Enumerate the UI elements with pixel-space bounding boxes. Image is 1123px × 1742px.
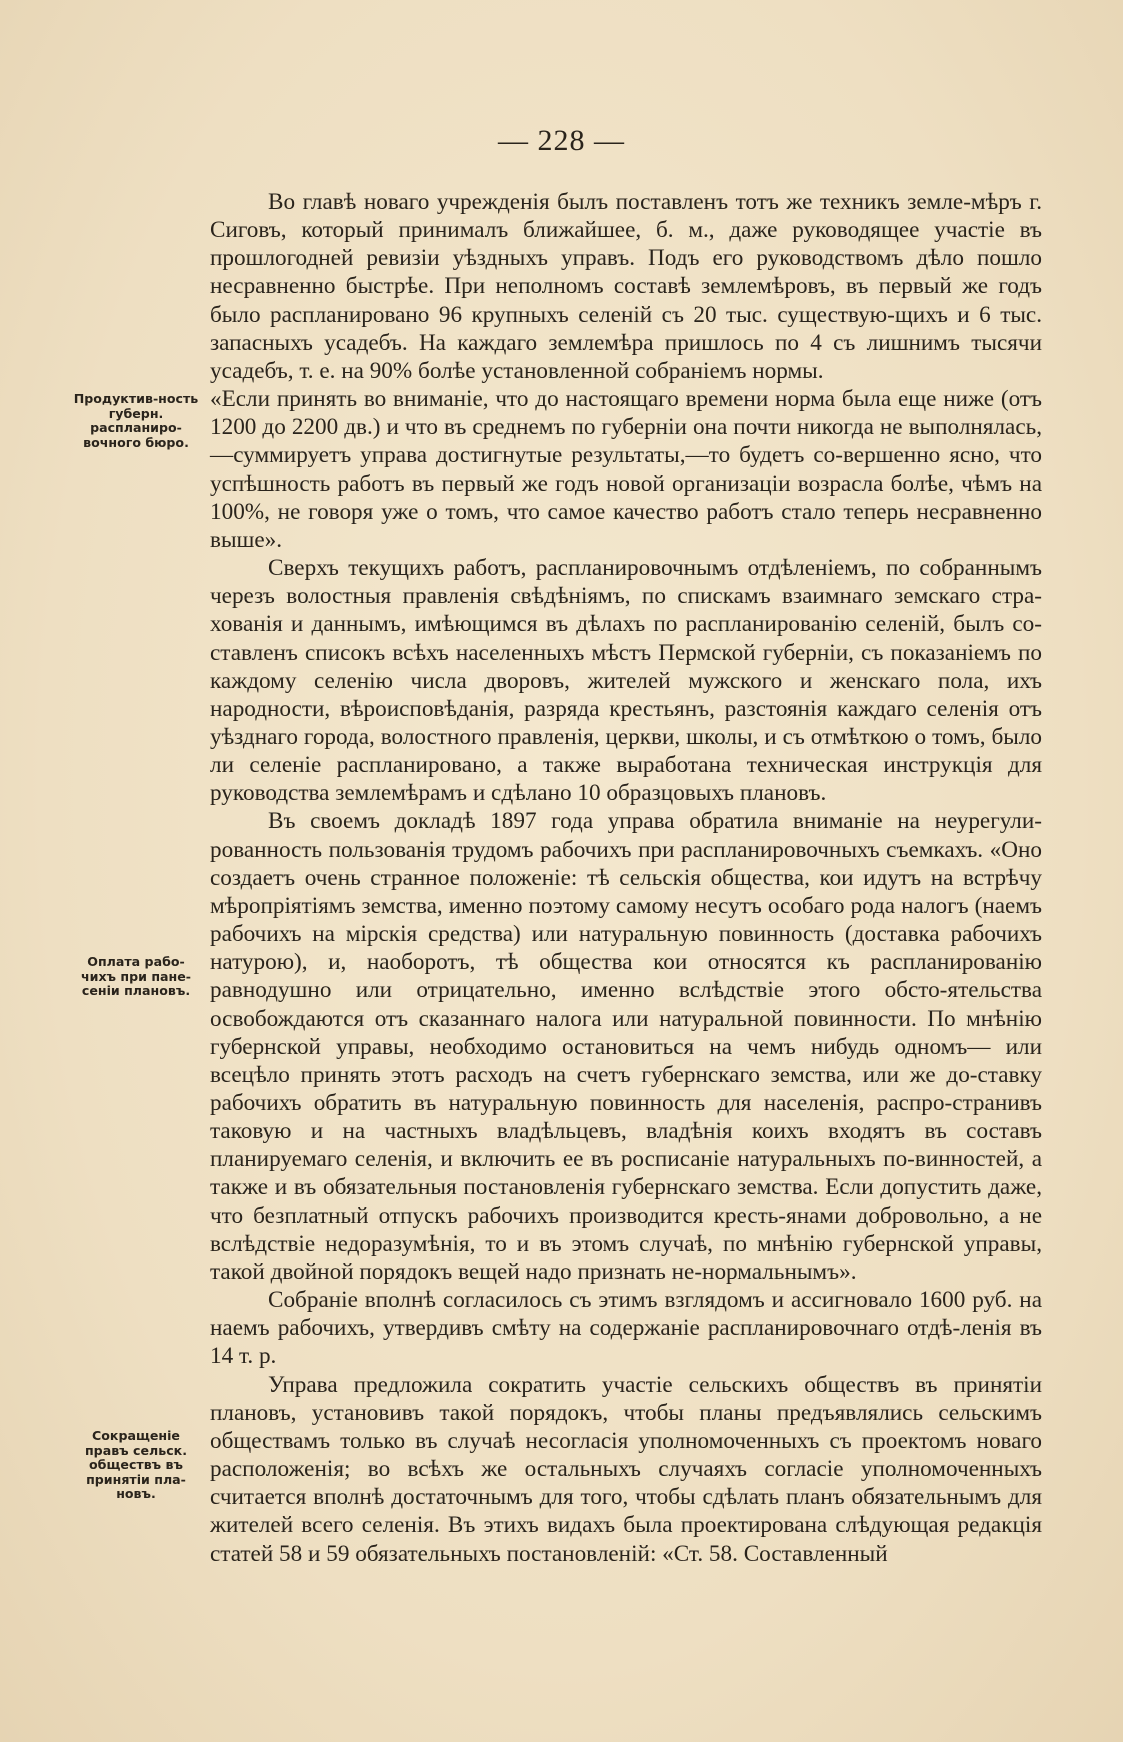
paragraph-2-quote: «Если принять во вниманіе, что до настоящаго времени норма была еще ниже (отъ 1200 до 2200 дв.) и что въ среднемъ по губерніи она почти никогда не выполнялась,—суммируетъ управа достигнутые результаты,—то будетъ со-вершенно ясно, что успѣшность работъ въ первый же годъ новой организаціи возрасла болѣе, чѣмъ на 100%, не говоря уже о томъ, что самое качество работъ стало теперь несравненно выше». (210, 386, 1042, 553)
paragraph-5: Собраніе вполнѣ согласилось съ этимъ взглядомъ и ассигновало 1600 руб. на наемъ рабочихъ, утвердивъ смѣту на содержаніе распланировочнаго отдѣ-ленія въ 14 т. р. (210, 1287, 1042, 1370)
paragraph-1: Во главѣ новаго учрежденія былъ поставленъ тотъ же техникъ земле-мѣръ г. Сиговъ, который принималъ ближайшее, б. м., даже руководящее участіе въ прошлогодней ревизіи уѣздныхъ управъ. Подъ его руководствомъ дѣло пошло несравненно быстрѣе. При неполномъ составѣ землемѣровъ, въ первый же годъ было распланировано 96 крупныхъ селеній съ 20 тыс. существую-щихъ и 6 тыс. запасныхъ усадебъ. На каждаго землемѣра пришлось по 4 съ лишнимъ тысячи усадебъ, т. е. на 90% болѣе установленной собраніемъ нормы. (210, 189, 1042, 384)
page-number: — 228 — (498, 124, 625, 157)
margin-note-productivity: Продуктив-ность губерн. распланиро-вочного бюро. (73, 391, 199, 450)
paragraph-3: Сверхъ текущихъ работъ, распланировочнымъ отдѣленіемъ, по собраннымъ черезъ волостныя правленія свѣдѣніямъ, по спискамъ взаимнаго земскаго стра-хованія и даннымъ, имѣющимся въ дѣлахъ по распланированію селеній, былъ со-ставленъ списокъ всѣхъ населенныхъ мѣстъ Пермской губерніи, съ показаніемъ по каждому селенію числа дворовъ, жителей мужского и женскаго пола, ихъ народности, вѣроисповѣданія, разряда крестьянъ, разстоянія каждаго селенія отъ уѣзднаго города, волостного правленія, церкви, школы, и съ отмѣткою о томъ, было ли селеніе распланировано, а также выработана техническая инструкція для руководства землемѣрамъ и сдѣлано 10 образцовыхъ плановъ. (210, 555, 1042, 807)
main-text-column (210, 188, 1042, 1568)
margin-note-worker-payment: Оплата рабо-чихъ при пане-сеніи плановъ. (80, 954, 192, 998)
margin-note-rights-reduction: Сокращеніе правъ сельск. обществъ въ принятіи пла-новъ. (84, 1428, 188, 1501)
paragraph-4: Въ своемъ докладѣ 1897 года управа обратила вниманіе на неурегули-рованность пользованія трудомъ рабочихъ при распланировочныхъ съемкахъ. «Оно создаетъ очень странное положеніе: тѣ сельскія общества, кои идутъ на встрѣчу мѣропріятіямъ земства, именно поэтому самому несутъ особаго рода налогъ (наемъ рабочихъ на мірскія средства) или натуральную повинность (доставка рабочихъ натурою), и, наоборотъ, тѣ общества кои относятся къ распланированію равнодушно или отрицательно, именно вслѣдствіе этого обсто-ятельства освобождаются отъ сказаннаго налога или натуральной повинности. По мнѣнію губернской управы, необходимо остановиться на чемъ нибудь одномъ— или всецѣло принять этотъ расходъ на счетъ губернскаго земства, или же до-ставку рабочихъ обратить въ натуральную повинность для населенія, распро-странивъ таковую и на частныхъ владѣльцевъ, владѣнія коихъ входятъ въ составъ планируемаго селенія, и включить ее въ росписаніе натуральныхъ по-винностей, а также и въ обязательныя постановленія губернскаго земства. Если допустить даже, что безплатный отпускъ рабочихъ производится кресть-янами добровольно, а не вслѣдствіе недоразумѣнія, то и въ этомъ случаѣ, по мнѣнію губернской управы, такой двойной порядокъ вещей надо признать не-нормальнымъ». (210, 808, 1042, 1285)
paragraph-6: Управа предложила сократить участіе сельскихъ обществъ въ принятіи плановъ, установивъ такой порядокъ, чтобы планы предъявлялись сельскимъ обществамъ только въ случаѣ несогласія уполномоченныхъ съ проектомъ новаго расположенія; во всѣхъ же остальныхъ случаяхъ согласіе уполномоченныхъ считается вполнѣ достаточнымъ для того, чтобы сдѣлать планъ обязательнымъ для жителей всего селенія. Въ этихъ видахъ была проектирована слѣдующая редакція статей 58 и 59 обязательныхъ постановленій: «Ст. 58. Составленный (210, 1371, 1042, 1567)
